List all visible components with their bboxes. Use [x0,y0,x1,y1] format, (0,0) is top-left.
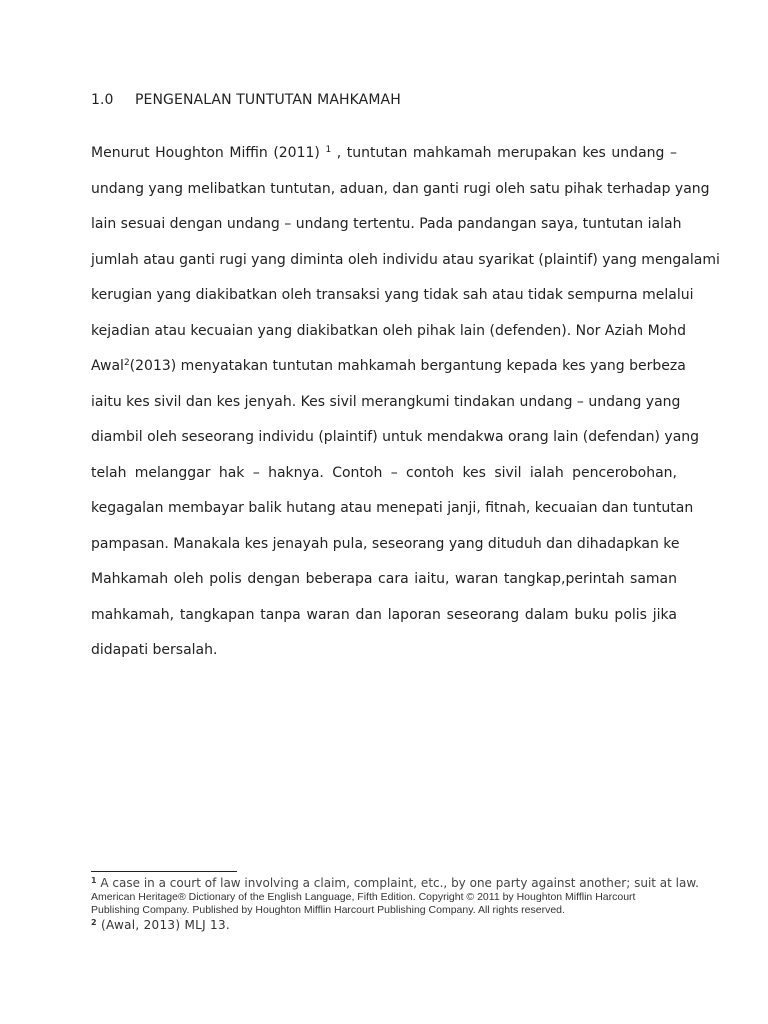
section-title: PENGENALAN TUNTUTAN MAHKAMAH [135,92,401,108]
line-text: , tuntutan mahkamah merupakan kes undang – [331,145,677,161]
paragraph-line: pampasan. Manakala kes jenayah pula, seseorang yang dituduh dan dihadapkan ke [91,535,680,552]
footnotes [91,875,699,933]
footnote-separator [91,871,237,872]
footnote-marker-2: 2 [91,918,97,927]
footnote-1-text: A case in a court of law involving a claim, complaint, etc., by one party against another; suit at law. [96,876,699,890]
paragraph-line: kerugian yang diakibatkan oleh transaksi yang tidak sah atau tidak sempurna melalui [91,287,694,303]
footnote-1-source [91,891,691,917]
footnote-1 [91,875,699,891]
paragraph-line: didapati bersalah. [91,642,218,658]
paragraph-line: telah melanggar hak – haknya. Contoh – contoh kes sivil ialah pencerobohan, [91,464,677,481]
body-paragraph [91,136,720,669]
paragraph-line [91,349,686,385]
paragraph-line: Mahkamah oleh polis dengan beberapa cara iaitu, waran tangkap,perintah saman [91,571,677,587]
footnote-marker-1: 1 [91,876,97,885]
footnote-1-source-line: Publishing Company. Published by Houghton Mifflin Harcourt Publishing Company. All rights reserved. [91,904,565,916]
line-text: Awal [91,358,124,374]
paragraph-line [91,136,677,172]
footnote-2-text: (Awal, 2013) MLJ 13. [96,918,231,932]
footnote-2 [91,917,691,933]
paragraph-line: kegagalan membayar balik hutang atau menepati janji, fitnah, kecuaian dan tuntutan [91,500,694,516]
section-number: 1.0 [91,92,114,108]
footnote-1-source-line: American Heritage® Dictionary of the English Language, Fifth Edition. Copyright © 2011 by Houghton Mifflin Harcourt [91,891,636,903]
paragraph-line: mahkamah, tangkapan tanpa waran dan laporan seseorang dalam buku polis jika [91,606,677,623]
paragraph-line: lain sesuai dengan undang – undang tertentu. Pada pandangan saya, tuntutan ialah [91,216,682,232]
paragraph-line: kejadian atau kecuaian yang diakibatkan oleh pihak lain (defenden). Nor Aziah Mohd [91,322,686,339]
footnote-ref-1: 1 [325,145,332,155]
line-text: Menurut Houghton Miffin (2011) [91,145,326,161]
line-text: (2013) menyatakan tuntutan mahkamah bergantung kepada kes yang berbeza [129,358,686,374]
paragraph-line: diambil oleh seseorang individu (plaintif) untuk mendakwa orang lain (defendan) yang [91,429,700,445]
section-heading [91,92,401,108]
paragraph-line: undang yang melibatkan tuntutan, aduan, dan ganti rugi oleh satu pihak terhadap yang [91,180,710,197]
paragraph-line: iaitu kes sivil dan kes jenyah. Kes sivil merangkumi tindakan undang – undang yang [91,393,681,410]
footnote-ref-2: 2 [123,358,130,368]
paragraph-line: jumlah atau ganti rugi yang diminta oleh individu atau syarikat (plaintif) yang mengalami [91,251,720,268]
